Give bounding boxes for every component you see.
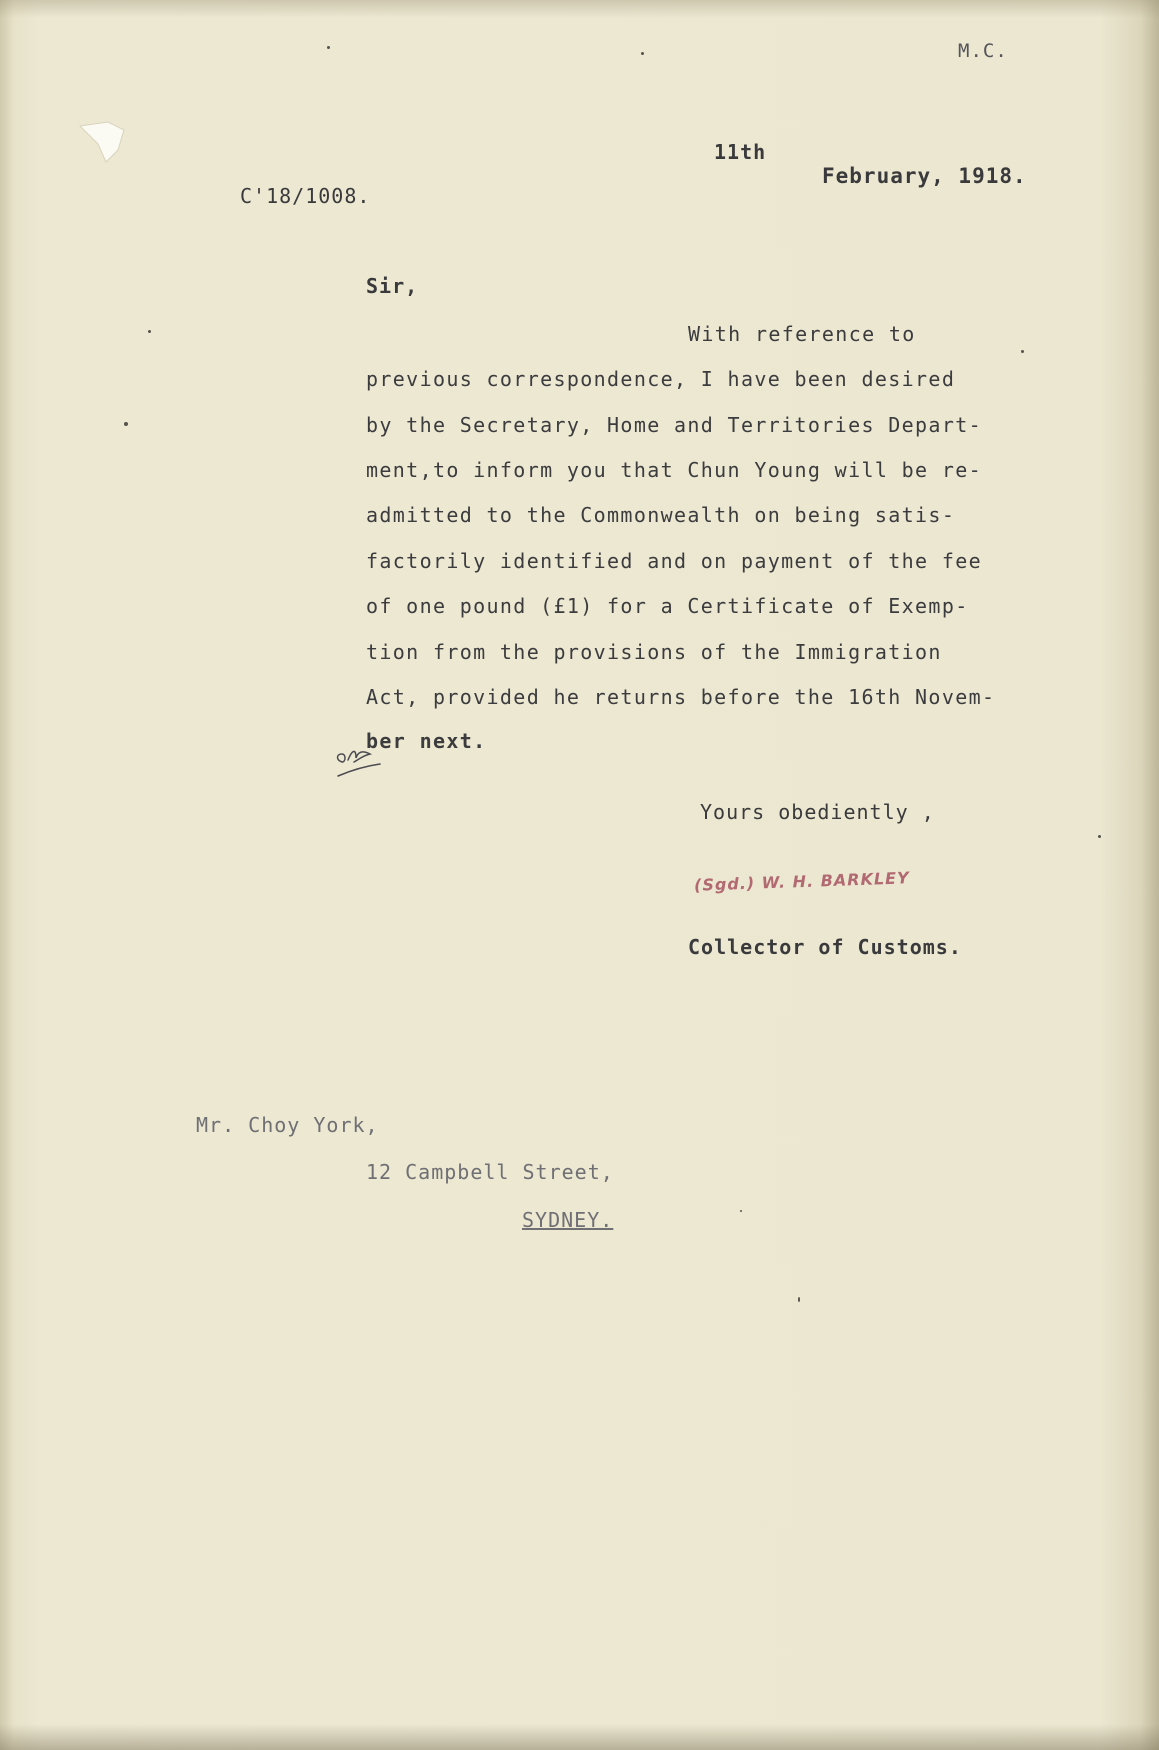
top-right-mark: M.C. xyxy=(958,40,1008,62)
paper-speck xyxy=(124,422,128,426)
body-line: ber next. xyxy=(366,729,487,753)
salutation: Sir, xyxy=(366,274,419,298)
paper-speck xyxy=(327,46,330,49)
body-line: by the Secretary, Home and Territories Depart- xyxy=(366,413,982,437)
body-line: Act, provided he returns before the 16th Novem- xyxy=(366,685,996,709)
paper-speck xyxy=(740,1210,742,1212)
addressee-street: 12 Campbell Street, xyxy=(366,1160,614,1184)
paper-speck xyxy=(1098,835,1101,838)
body-line: of one pound (£1) for a Certificate of Exemp- xyxy=(366,594,969,618)
page-top-shadow xyxy=(0,0,1159,18)
paper-speck xyxy=(641,52,644,55)
signature-stamp: (Sgd.) W. H. BARKLEY xyxy=(693,868,910,895)
closing: Yours obediently , xyxy=(700,800,935,824)
signatory-title: Collector of Customs. xyxy=(688,935,962,959)
paper-tear-mark xyxy=(78,120,130,164)
body-line: admitted to the Commonwealth on being satis- xyxy=(366,503,956,527)
body-line: ment,to inform you that Chun Young will be re- xyxy=(366,458,982,482)
body-line: factorily identified and on payment of the fee xyxy=(366,549,982,573)
paper-speck xyxy=(148,330,151,333)
body-line: previous correspondence, I have been desired xyxy=(366,367,956,391)
date-month-year: February, 1918. xyxy=(822,164,1027,188)
addressee-name: Mr. Choy York, xyxy=(196,1113,379,1137)
addressee-city: SYDNEY. xyxy=(522,1208,614,1232)
body-line: With reference to xyxy=(688,322,916,346)
handwritten-initials xyxy=(332,740,402,780)
paper-speck xyxy=(1021,350,1024,353)
page-bottom-shadow xyxy=(0,1724,1159,1750)
paper-speck xyxy=(798,1297,800,1302)
date-day: 11th xyxy=(714,140,767,164)
reference-number: C'18/1008. xyxy=(240,184,371,208)
body-line: tion from the provisions of the Immigration xyxy=(366,640,942,664)
